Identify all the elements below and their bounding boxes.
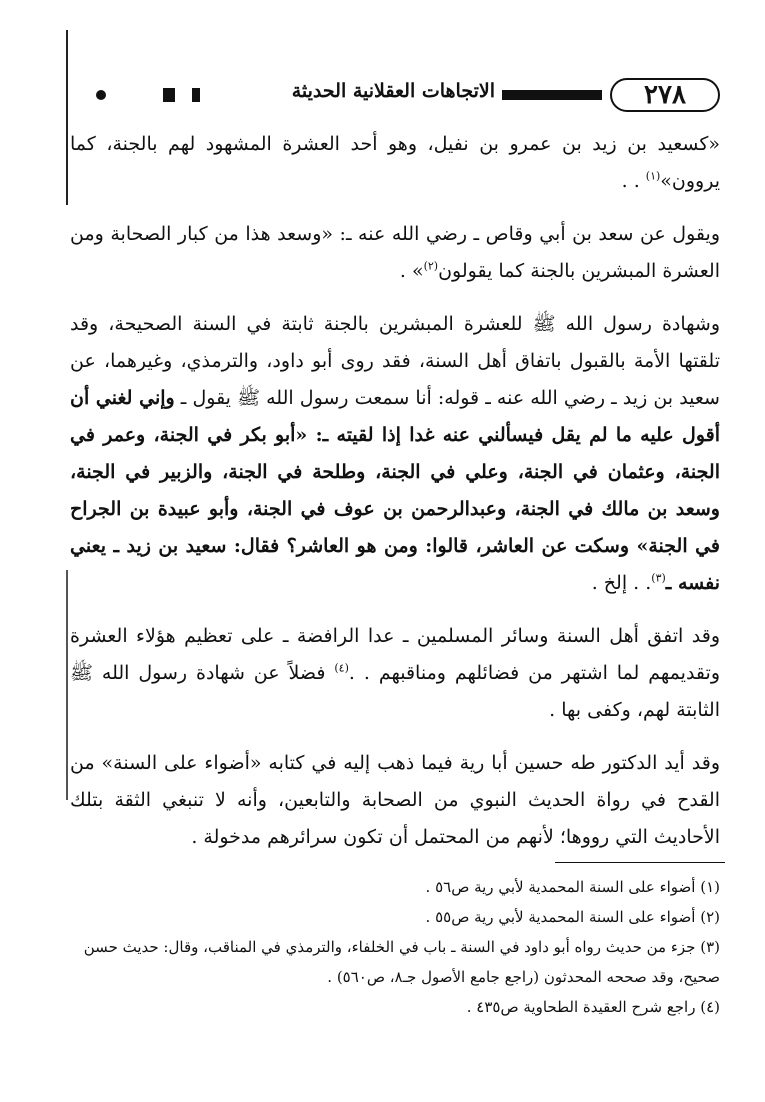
scan-edge-line: [66, 30, 68, 205]
main-text: [70, 126, 720, 872]
footnotes: [70, 872, 720, 1022]
footnote-ref-3: (٣): [651, 571, 666, 585]
footnote-ref-4: (٤): [334, 661, 349, 675]
header-dot-icon: [96, 90, 106, 100]
header-rule-right: [502, 90, 602, 100]
header-ornament: [163, 88, 175, 102]
footnote-2: (٢) أضواء على السنة المحمدية لأبي رية ص٥٥ .: [425, 908, 720, 926]
footnote-ref-1: (١): [645, 169, 661, 183]
footnote-ref-2: (٢): [423, 259, 439, 273]
scan-edge-line-lower: [66, 570, 68, 800]
footnote-separator: [555, 862, 725, 863]
paragraph-1: «كسعيد بن زيد بن عمرو بن نفيل، وهو أحد العشرة المشهود لهم بالجنة، كما يروون»$^{(١)}$ . .: [70, 133, 720, 192]
paragraph-3: وشهادة رسول الله ﷺ للعشرة المبشرين بالجنة ثابتة في السنة الصحيحة، وقد تلقتها الأمة بالقبول باتفاق أهل السنة، فقد روى أبو داود، والترمذي، وغيرهما، عن سعيد بن زيد ـ رضي الله عنه ـ قوله: أنا سمعت رسول الله ﷺ يقول ـ وإني لغني أن أقول عليه ما لم يقل فيسألني عنه غدا إذا لقيته ـ: «أبو بكر في الجنة، وعمر في الجنة، وعثمان في الجنة، وعلي في الجنة، وطلحة في الجنة، والزبير في الجنة، وسعد بن مالك في الجنة، وعبدالرحمن بن عوف في الجنة، وأبو عبيدة بن الجراح في الجنة» وسكت عن العاشر، قالوا: ومن هو العاشر؟ فقال: سعيد بن زيد ـ يعني نفسه ـ$^{(٣)}$. . إلخ .: [70, 313, 720, 594]
footnote-1: (١) أضواء على السنة المحمدية لأبي رية ص٥٦ .: [425, 878, 720, 896]
header-rule-mark: [192, 88, 200, 102]
paragraph-5: وقد أيد الدكتور طه حسين أبا رية فيما ذهب إليه في كتابه «أضواء على السنة» من القدح في رواة الحديث النبوي من الصحابة والتابعين، وأنه لا تنبغي الثقة بتلك الأحاديث التي رووها؛ لأنهم من المحتمل أن تكون سرائرهم مدخولة .: [70, 752, 720, 848]
paragraph-2: ويقول عن سعد بن أبي وقاص ـ رضي الله عنه ـ: «وسعد هذا من كبار الصحابة ومن العشرة المبشرين بالجنة كما يقولون$^{(٢)}$» .: [70, 223, 720, 282]
page-number: ٢٧٨: [610, 78, 720, 112]
paragraph-4: وقد اتفق أهل السنة وسائر المسلمين ـ عدا الرافضة ـ على تعظيم هؤلاء العشرة وتقديمهم لما اشتهر من فضائلهم ومناقبهم . .$^{(٤)}$ فضلاً عن شهادة رسول الله ﷺ الثابتة لهم، وكفى بها .: [70, 625, 720, 721]
header-title: الاتجاهات العقلانية الحديثة: [291, 80, 495, 102]
footnote-3: (٣) جزء من حديث رواه أبو داود في السنة ـ باب في الخلفاء، والترمذي في المناقب، وقال: حديث حسن صحيح، وقد صححه المحدثون (راجع جامع الأصول جـ٨، ص٥٦٠) .: [83, 938, 720, 986]
footnote-4: (٤) راجع شرح العقيدة الطحاوية ص٤٣٥ .: [466, 998, 720, 1016]
running-header: [80, 78, 720, 114]
hadith-quote: وإني لغني أن أقول عليه ما لم يقل فيسألني عنه غدا إذا لقيته ـ: «أبو بكر في الجنة، وعمر في الجنة، وعثمان في الجنة، وعلي في الجنة، وطلحة في الجنة، والزبير في الجنة، وسعد بن مالك في الجنة، وعبدالرحمن بن عوف في الجنة، وأبو عبيدة بن الجراح في الجنة» وسكت عن العاشر، قالوا: ومن هو العاشر؟ فقال: سعيد بن زيد ـ يعني نفسه ـ: [70, 387, 720, 594]
